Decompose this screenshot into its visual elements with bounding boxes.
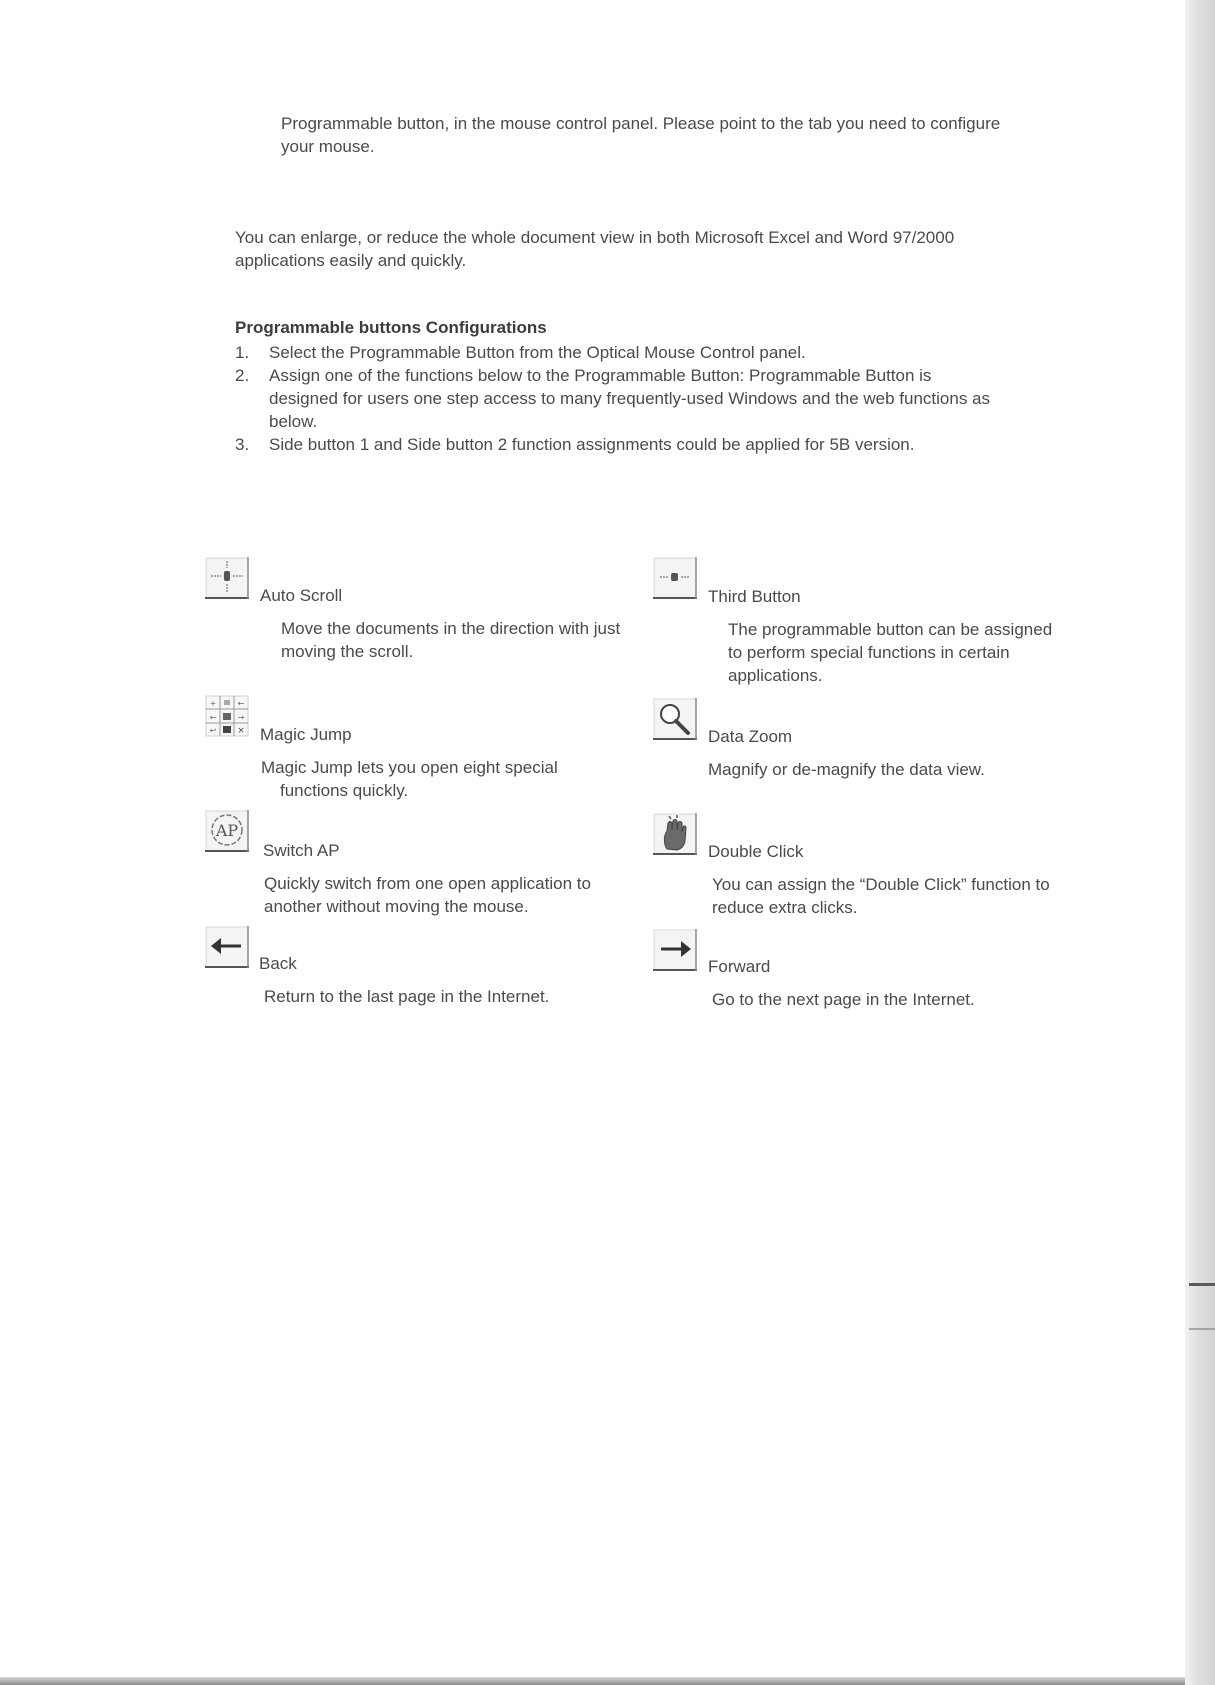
intro-paragraph: Programmable button, in the mouse control panel. Please point to the tab you need to configure your mouse.: [281, 114, 1001, 156]
list-item-text: Side button 1 and Side button 2 function assignments could be applied for 5B version.: [269, 435, 915, 454]
svg-text:×: ×: [237, 726, 245, 736]
feature-description: Magnify or de-magnify the data view.: [708, 760, 985, 779]
switch-ap-icon-label: AP: [215, 821, 239, 840]
feature-description-line: Magic Jump lets you open eight special: [261, 758, 558, 777]
list-item: [235, 364, 1005, 433]
feature-title: Third Button: [708, 587, 801, 606]
feature-title: Back: [259, 954, 297, 973]
feature-description: [261, 756, 661, 802]
svg-text:←: ←: [209, 713, 217, 722]
list-item: [235, 433, 1005, 456]
third-button-icon: [653, 557, 697, 599]
scan-mark: [1189, 1283, 1215, 1286]
list-item-text: Select the Programmable Button from the Optical Mouse Control panel.: [269, 343, 806, 362]
scan-edge-bottom: [0, 1677, 1185, 1685]
feature-title: Forward: [708, 957, 771, 976]
enlarge-paragraph: You can enlarge, or reduce the whole document view in both Microsoft Excel and Word 97/2000 applications easily and quickly.: [235, 228, 955, 270]
switch-ap-icon: [205, 810, 249, 852]
list-item-number: 3.: [235, 435, 250, 454]
feature-third-button: [653, 557, 1063, 687]
feature-data-zoom: [653, 698, 1063, 788]
hand-click-icon: [653, 813, 697, 855]
svg-text:↩: ↩: [209, 726, 217, 735]
feature-title: Magic Jump: [260, 725, 352, 744]
feature-title: Double Click: [708, 842, 804, 861]
feature-double-click: [653, 813, 1063, 923]
magnifier-icon: [653, 698, 697, 740]
feature-description-line: functions quickly.: [280, 781, 409, 800]
svg-text:+: +: [209, 699, 217, 708]
feature-magic-jump: [205, 695, 645, 805]
feature-back: [205, 926, 645, 1016]
scan-mark: [1189, 1328, 1215, 1330]
list-item-number: 1.: [235, 343, 250, 362]
auto-scroll-icon: [205, 557, 249, 599]
list-item: [235, 341, 1005, 364]
list-item-number: 2.: [235, 366, 250, 385]
svg-text:→: →: [237, 713, 245, 722]
feature-description: Move the documents in the direction with just moving the scroll.: [281, 619, 621, 661]
feature-title: Auto Scroll: [260, 586, 343, 605]
feature-description: Go to the next page in the Internet.: [712, 990, 975, 1009]
feature-description: Return to the last page in the Internet.: [264, 987, 550, 1006]
config-list: [235, 341, 1005, 456]
config-heading: Programmable buttons Configurations: [235, 318, 547, 337]
feature-auto-scroll: [205, 557, 645, 667]
arrow-left-icon: [205, 926, 249, 968]
feature-title: Data Zoom: [708, 727, 793, 746]
feature-description: The programmable button can be assigned to perform special functions in certain applications.: [728, 620, 1053, 685]
svg-text:←: ←: [237, 699, 245, 708]
feature-title: Switch AP: [263, 841, 340, 860]
feature-forward: [653, 929, 1063, 1019]
arrow-right-icon: [653, 929, 697, 971]
feature-description: You can assign the “Double Click” function to reduce extra clicks.: [712, 875, 1050, 917]
scan-edge-right: [1185, 0, 1215, 1685]
feature-switch-ap: [205, 810, 645, 920]
list-item-text: Assign one of the functions below to the Programmable Button: Programmable Button is designed for users one step access to many frequently-used Windows and the web functions as below.: [269, 366, 991, 431]
magic-jump-grid-icon: [205, 695, 249, 737]
feature-description: Quickly switch from one open application to another without moving the mouse.: [264, 874, 591, 916]
